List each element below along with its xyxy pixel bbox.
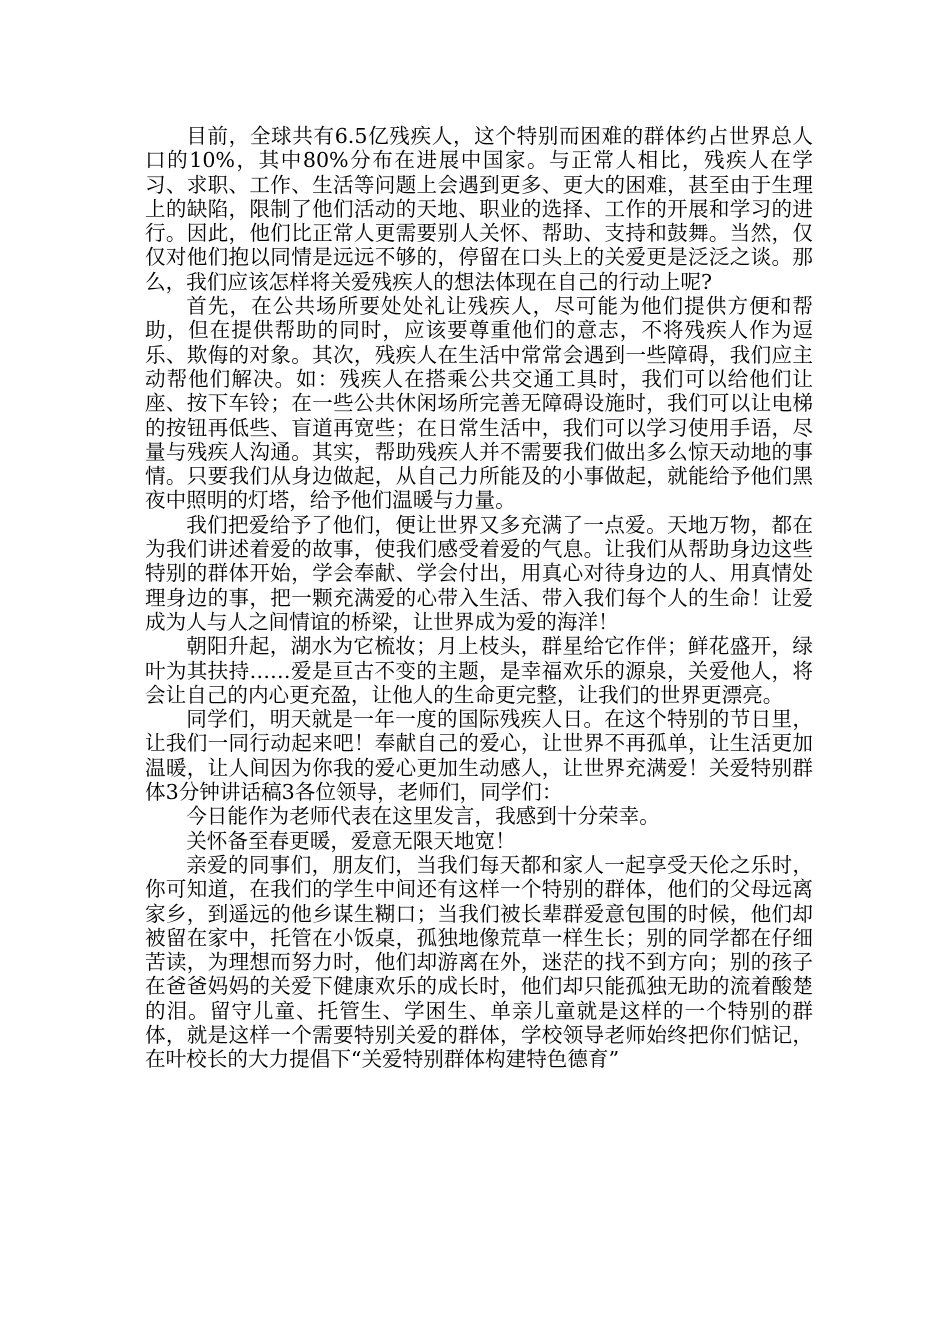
document-page	[145, 124, 813, 1072]
paragraph-5: 同学们，明天就是一年一度的国际残疾人日。在这个特别的节日里，让我们一同行动起来吧！奉献自己的爱心，让世界不再孤单，让生活更加温暖，让人间因为你我的爱心更加生动感人，让世界充满爱！关爱特别群体3分钟讲话稿3各位领导，老师们，同学们：	[145, 707, 813, 805]
paragraph-6: 今日能作为老师代表在这里发言，我感到十分荣幸。	[186, 804, 660, 829]
paragraph-7: 关怀备至春更暖，爱意无限天地宽！	[186, 828, 516, 853]
paragraph-4: 朝阳升起，湖水为它梳妆；月上枝头，群星给它作伴；鲜花盛开，绿叶为其扶持……爱是亘古不变的主题，是幸福欢乐的源泉，关爱他人，将会让自己的内心更充盈，让他人的生命更完整，让我们的世界更漂亮。	[145, 634, 813, 707]
paragraph-3: 我们把爱给予了他们，便让世界又多充满了一点爱。天地万物，都在为我们讲述着爱的故事，使我们感受着爱的气息。让我们从帮助身边这些特别的群体开始，学会奉献、学会付出，用真心对待身边的人、用真情处理身边的事，把一颗充满爱的心带入生活、带入我们每个人的生命！让爱成为人与人之间情谊的桥梁，让世界成为爱的海洋！	[145, 512, 813, 634]
paragraph-2: 首先，在公共场所要处处礼让残疾人，尽可能为他们提供方便和帮助，但在提供帮助的同时，应该要尊重他们的意志，不将残疾人作为逗乐、欺侮的对象。其次，残疾人在生活中常常会遇到一些障碍，我们应主动帮他们解决。如：残疾人在搭乘公共交通工具时，我们可以给他们让座、按下车铃；在一些公共休闲场所完善无障碍设施时，我们可以让电梯的按钮再低些、盲道再宽些；在日常生活中，我们可以学习使用手语，尽量与残疾人沟通。其实，帮助残疾人并不需要我们做出多么惊天动地的事情。只要我们从身边做起，从自己力所能及的小事做起，就能给予他们黑夜中照明的灯塔，给予他们温暖与力量。	[145, 294, 813, 513]
paragraph-8: 亲爱的同事们，朋友们，当我们每天都和家人一起享受天伦之乐时，你可知道，在我们的学生中间还有这样一个特别的群体，他们的父母远离家乡，到遥远的他乡谋生糊口；当我们被长辈群爱意包围的时候，他们却被留在家中，托管在小饭桌，孤独地像荒草一样生长；别的同学都在仔细苦读，为理想而努力时，他们却游离在外，迷茫的找不到方向；别的孩子在爸爸妈妈的关爱下健康欢乐的成长时，他们却只能孤独无助的流着酸楚的泪。留守儿童、托管生、学困生、单亲儿童就是这样的一个特别的群体，就是这样一个需要特别关爱的群体，学校领导老师始终把你们惦记，在叶校长的大力提倡下“关爱特别群体构建特色德育”	[145, 852, 813, 1072]
paragraph-1: 目前，全球共有6.5亿残疾人，这个特别而困难的群体约占世界总人口的10%，其中80%分布在进展中国家。与正常人相比，残疾人在学习、求职、工作、生活等问题上会遇到更多、更大的困难，甚至由于生理上的缺陷，限制了他们活动的天地、职业的选择、工作的开展和学习的进行。因此，他们比正常人更需要别人关怀、帮助、支持和鼓舞。当然，仅仅对他们抱以同情是远远不够的，停留在口头上的关爱更是泛泛之谈。那么，我们应该怎样将关爱残疾人的想法体现在自己的行动上呢?	[145, 124, 813, 294]
